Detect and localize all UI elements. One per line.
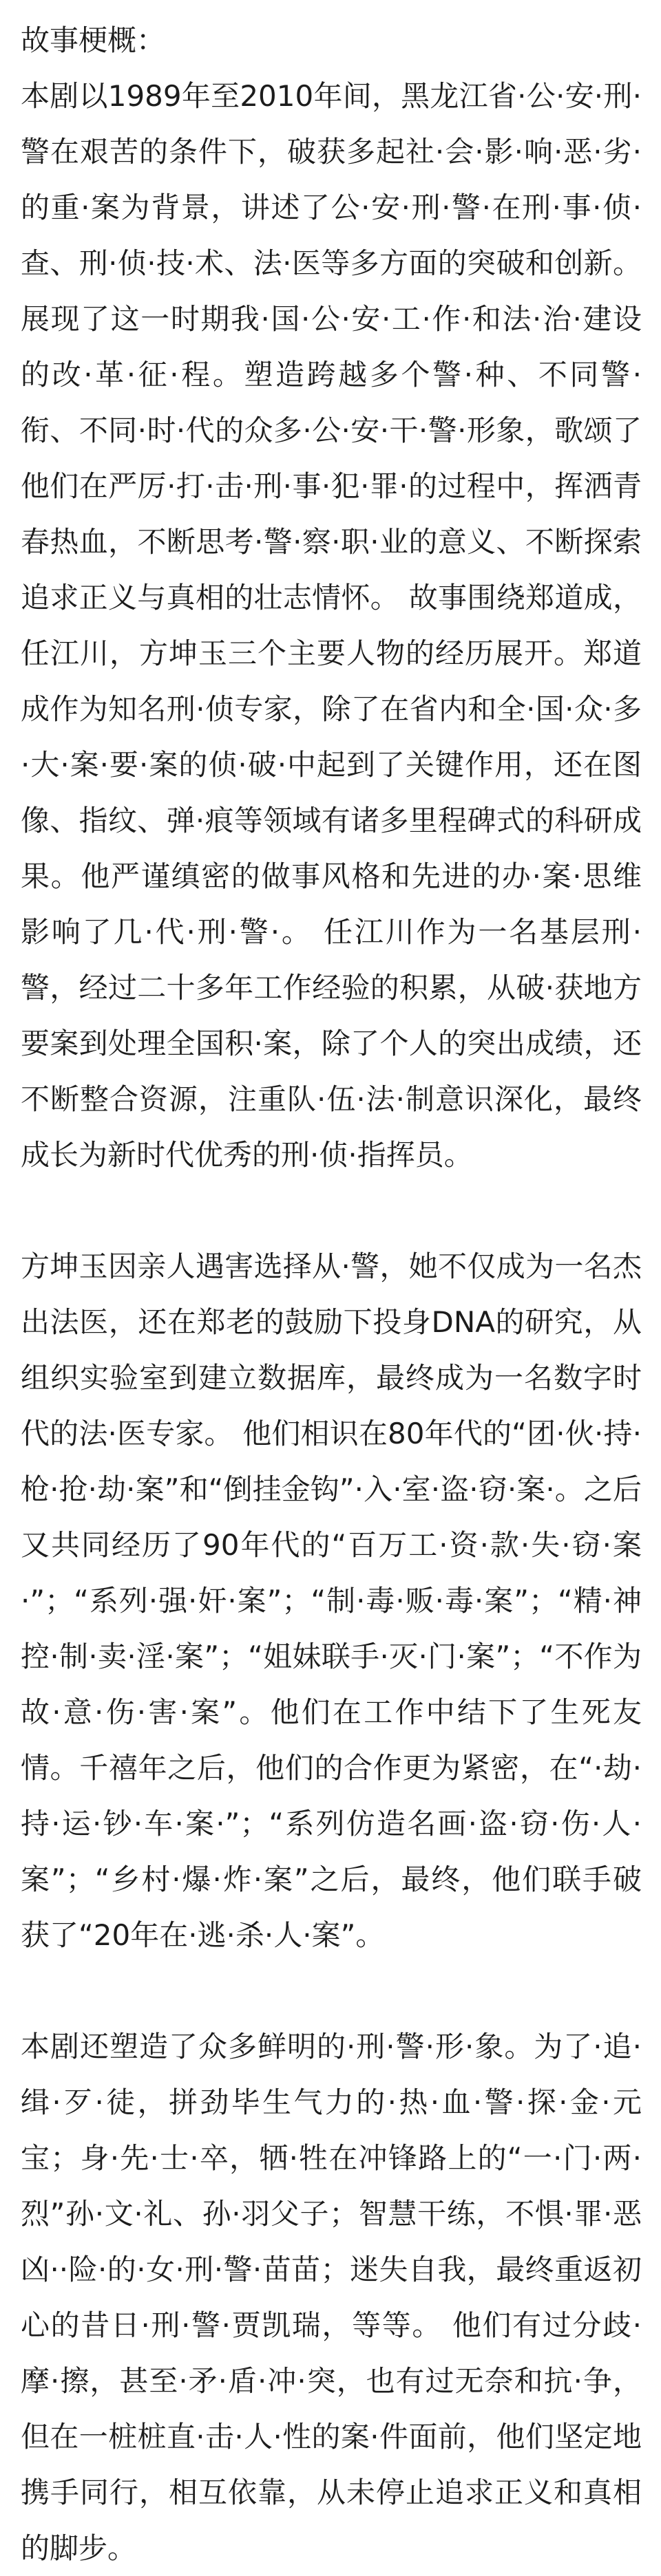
article-paragraph-2: 方坤玉因亲人遇害选择从·警，她不仅成为一名杰出法医，还在郑老的鼓励下投身DNA的研究，从组织实验室到建立数据库，最终成为一名数字时代的法·医专家。 他们相识在80年代的“团·伙·持·枪·抢·劫·案”和“倒挂金钩”·入·室·盗·窃·案·。之后又共同经历了90年代的“百万工·资·款·失·窃·案·”；“系列·强·奸·案”；“制·毒·贩·毒·案”；“精·神控·制·卖·淫·案”；“姐妹联手·灭·门·案”；“不作为故·意·伤·害·案”。他们在工作中结下了生死友情。千禧年之后，他们的合作更为紧密，在“·劫·持·运·钞·车·案·”；“系列仿造名画·盗·窃·伤·人·案”；“乡村·爆·炸·案”之后，最终，他们联手破获了“20年在·逃·杀·人·案”。 [21, 1249, 642, 1952]
paragraph-gap [21, 1183, 642, 1238]
paragraph-gap [21, 1963, 642, 2019]
article-paragraph-1: 本剧以1989年至2010年间，黑龙江省·公·安·刑·警在艰苦的条件下，破获多起社·会·影·响·恶·劣·的重·案为背景，讲述了公·安·刑·警·在刑·事·侦·查、刑·侦·技·术、法·医等多方面的突破和创新。展现了这一时期我·国·公·安·工·作·和法·治·建设的改·革·征·程。塑造跨越多个警·种、不同警·衔、不同·时·代的众多·公·安·干·警·形象，歌颂了他们在严厉·打·击·刑·事·犯·罪·的过程中，挥洒青春热血，不断思考·警·察·职·业的意义、不断探索追求正义与真相的壮志情怀。 故事围绕郑道成，任江川，方坤玉三个主要人物的经历展开。郑道成作为知名刑·侦专家，除了在省内和全·国·众·多·大·案·要·案的侦·破·中起到了关键作用，还在图像、指纹、弹·痕等领域有诸多里程碑式的科研成果。他严谨缜密的做事风格和先进的办·案·思维影响了几·代·刑·警·。 任江川作为一名基层刑·警，经过二十多年工作经验的积累，从破·获地方要案到处理全国积·案，除了个人的突出成绩，还不断整合资源，注重队·伍·法·制意识深化，最终成长为新时代优秀的刑·侦·指挥员。 [21, 79, 642, 1172]
article-heading: 故事梗概： [21, 23, 166, 57]
article [21, 12, 642, 2576]
article-paragraph-3: 本剧还塑造了众多鲜明的·刑·警·形·象。为了·追·缉·歹·徒，拼劲毕生气力的·热·血·警·探·金·元宝；身·先·士·卒，牺·牲在冲锋路上的“一·门·两·烈”孙·文·礼、孙·羽父子；智慧干练，不惧·罪·恶凶··险·的·女·刑·警·苗苗；迷失自我，最终重返初心的昔日·刑·警·贾凯瑞，等等。 他们有过分歧·摩·擦，甚至·矛·盾·冲·突，也有过无奈和抗·争，但在一桩桩直·击·人·性的案·件面前，他们坚定地携手同行，相互依靠，从未停止追求正义和真相的脚步。 [21, 2030, 642, 2565]
